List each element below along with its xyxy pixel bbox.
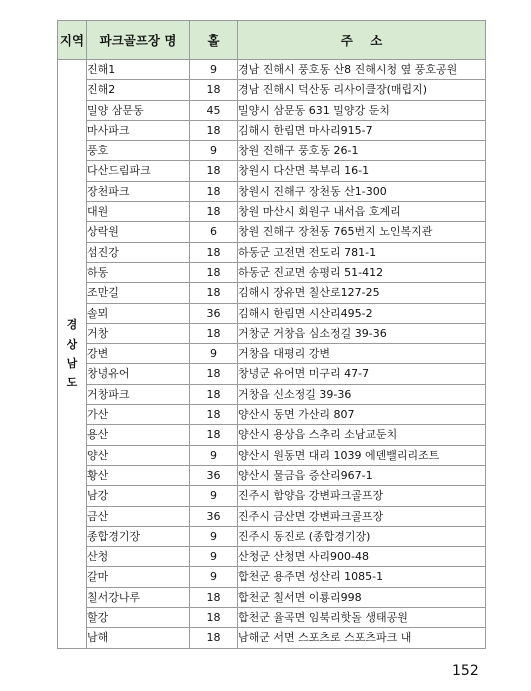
table-row xyxy=(58,181,486,201)
table-row xyxy=(58,526,486,546)
course-name-cell: 거창 xyxy=(87,323,190,343)
table-row xyxy=(58,465,486,485)
holes-cell: 6 xyxy=(190,222,238,242)
holes-cell: 18 xyxy=(190,405,238,425)
table-row xyxy=(58,283,486,303)
course-name-cell: 창녕유어 xyxy=(87,364,190,384)
holes-cell: 9 xyxy=(190,344,238,364)
course-name-cell: 솔뫼 xyxy=(87,303,190,323)
course-name-cell: 할강 xyxy=(87,608,190,628)
table-row xyxy=(58,100,486,120)
table-row xyxy=(58,161,486,181)
header-name: 파크골프장 명 xyxy=(87,21,190,60)
table-row xyxy=(58,242,486,262)
course-name-cell: 섬진강 xyxy=(87,242,190,262)
course-name-cell: 진해2 xyxy=(87,80,190,100)
course-name-cell: 용산 xyxy=(87,425,190,445)
region-char: 경 xyxy=(66,318,78,332)
address-cell: 합천군 용주면 성산리 1085-1 xyxy=(238,567,486,587)
region-cell xyxy=(58,60,87,649)
course-name-cell: 진해1 xyxy=(87,60,190,80)
region-char: 남 xyxy=(66,356,78,370)
address-cell: 진주시 동진로 (종합경기장) xyxy=(238,526,486,546)
holes-cell: 18 xyxy=(190,80,238,100)
table-row xyxy=(58,587,486,607)
course-name-cell: 하동 xyxy=(87,262,190,282)
table-row xyxy=(58,364,486,384)
course-name-cell: 남해 xyxy=(87,628,190,648)
table-row xyxy=(58,405,486,425)
region-char: 도 xyxy=(66,376,78,390)
address-cell: 거창읍 신소정길 39-36 xyxy=(238,384,486,404)
address-cell: 김해시 한림면 시산리495-2 xyxy=(238,303,486,323)
holes-cell: 9 xyxy=(190,141,238,161)
address-cell: 창원시 진해구 장천동 산1-300 xyxy=(238,181,486,201)
address-cell: 거창읍 대평리 강변 xyxy=(238,344,486,364)
course-name-cell: 갈마 xyxy=(87,567,190,587)
address-cell: 김해시 장유면 칠산로127-25 xyxy=(238,283,486,303)
address-cell: 진주시 금산면 강변파크골프장 xyxy=(238,506,486,526)
table-row xyxy=(58,608,486,628)
table-row xyxy=(58,445,486,465)
holes-cell: 18 xyxy=(190,242,238,262)
table-row xyxy=(58,506,486,526)
address-cell: 합천군 칠서면 이룡리998 xyxy=(238,587,486,607)
course-name-cell: 마사파크 xyxy=(87,120,190,140)
table-row xyxy=(58,384,486,404)
table-row xyxy=(58,141,486,161)
header-region: 지역 xyxy=(58,21,87,60)
table-row xyxy=(58,547,486,567)
table-row xyxy=(58,344,486,364)
course-name-cell: 황산 xyxy=(87,465,190,485)
course-name-cell: 양산 xyxy=(87,445,190,465)
course-name-cell: 밀양 삼문동 xyxy=(87,100,190,120)
holes-cell: 18 xyxy=(190,384,238,404)
holes-cell: 18 xyxy=(190,181,238,201)
table-row xyxy=(58,262,486,282)
address-cell: 경남 진해시 덕산동 리사이클장(매립지) xyxy=(238,80,486,100)
address-cell: 거창군 거창읍 심소정길 39-36 xyxy=(238,323,486,343)
holes-cell: 9 xyxy=(190,486,238,506)
holes-cell: 45 xyxy=(190,100,238,120)
address-cell: 창원시 다산면 북부리 16-1 xyxy=(238,161,486,181)
holes-cell: 9 xyxy=(190,567,238,587)
table-row xyxy=(58,303,486,323)
course-name-cell: 가산 xyxy=(87,405,190,425)
table-row xyxy=(58,486,486,506)
holes-cell: 18 xyxy=(190,364,238,384)
address-cell: 양산시 동면 가산리 807 xyxy=(238,405,486,425)
address-cell: 진주시 함양읍 강변파크골프장 xyxy=(238,486,486,506)
address-cell: 창녕군 유어면 미구리 47-7 xyxy=(238,364,486,384)
address-cell: 양산시 물금읍 증산리967-1 xyxy=(238,465,486,485)
header-row xyxy=(58,21,486,60)
course-name-cell: 칠서강나루 xyxy=(87,587,190,607)
golf-course-table xyxy=(57,20,486,649)
course-name-cell: 조만길 xyxy=(87,283,190,303)
table-row xyxy=(58,628,486,648)
address-cell: 양산시 용상읍 스추리 소남교둔치 xyxy=(238,425,486,445)
course-name-cell: 다산드림파크 xyxy=(87,161,190,181)
holes-cell: 9 xyxy=(190,445,238,465)
holes-cell: 18 xyxy=(190,587,238,607)
holes-cell: 18 xyxy=(190,628,238,648)
address-cell: 산청군 산청면 사리900-48 xyxy=(238,547,486,567)
course-name-cell: 강변 xyxy=(87,344,190,364)
address-cell: 하동군 진교면 송평리 51-412 xyxy=(238,262,486,282)
holes-cell: 18 xyxy=(190,120,238,140)
table-row xyxy=(58,323,486,343)
address-cell: 경남 진해시 풍호동 산8 진해시청 옆 풍호공원 xyxy=(238,60,486,80)
address-cell: 김해시 한림면 마사리915-7 xyxy=(238,120,486,140)
course-name-cell: 대원 xyxy=(87,202,190,222)
holes-cell: 18 xyxy=(190,161,238,181)
holes-cell: 18 xyxy=(190,202,238,222)
holes-cell: 18 xyxy=(190,608,238,628)
holes-cell: 36 xyxy=(190,303,238,323)
header-address: 주 소 xyxy=(238,21,486,60)
table-row xyxy=(58,120,486,140)
table-row xyxy=(58,567,486,587)
address-cell: 양산시 원동면 대리 1039 에덴밸리리조트 xyxy=(238,445,486,465)
course-name-cell: 거창파크 xyxy=(87,384,190,404)
address-cell: 창원 진해구 장천동 765번지 노인복지관 xyxy=(238,222,486,242)
address-cell: 창원 마산시 회원구 내서읍 호계리 xyxy=(238,202,486,222)
course-name-cell: 산청 xyxy=(87,547,190,567)
address-cell: 남해군 서면 스포츠로 스포츠파크 내 xyxy=(238,628,486,648)
course-name-cell: 금산 xyxy=(87,506,190,526)
address-cell: 창원 진해구 풍호동 26-1 xyxy=(238,141,486,161)
holes-cell: 18 xyxy=(190,425,238,445)
holes-cell: 9 xyxy=(190,60,238,80)
table-row xyxy=(58,202,486,222)
holes-cell: 18 xyxy=(190,283,238,303)
table-row xyxy=(58,222,486,242)
course-name-cell: 상락원 xyxy=(87,222,190,242)
header-holes: 홀 xyxy=(190,21,238,60)
table-row xyxy=(58,60,486,80)
table-row xyxy=(58,80,486,100)
holes-cell: 36 xyxy=(190,465,238,485)
holes-cell: 18 xyxy=(190,262,238,282)
holes-cell: 9 xyxy=(190,547,238,567)
address-cell: 합천군 율곡면 임북리핫돌 생태공원 xyxy=(238,608,486,628)
holes-cell: 18 xyxy=(190,323,238,343)
course-name-cell: 남강 xyxy=(87,486,190,506)
holes-cell: 36 xyxy=(190,506,238,526)
holes-cell: 9 xyxy=(190,526,238,546)
region-char: 상 xyxy=(66,337,78,351)
course-name-cell: 장천파크 xyxy=(87,181,190,201)
course-name-cell: 종합경기장 xyxy=(87,526,190,546)
page-number: 152 xyxy=(452,663,479,679)
course-name-cell: 풍호 xyxy=(87,141,190,161)
address-cell: 밀양시 삼문동 631 밀양강 둔치 xyxy=(238,100,486,120)
table-row xyxy=(58,425,486,445)
address-cell: 하동군 고전면 전도리 781-1 xyxy=(238,242,486,262)
